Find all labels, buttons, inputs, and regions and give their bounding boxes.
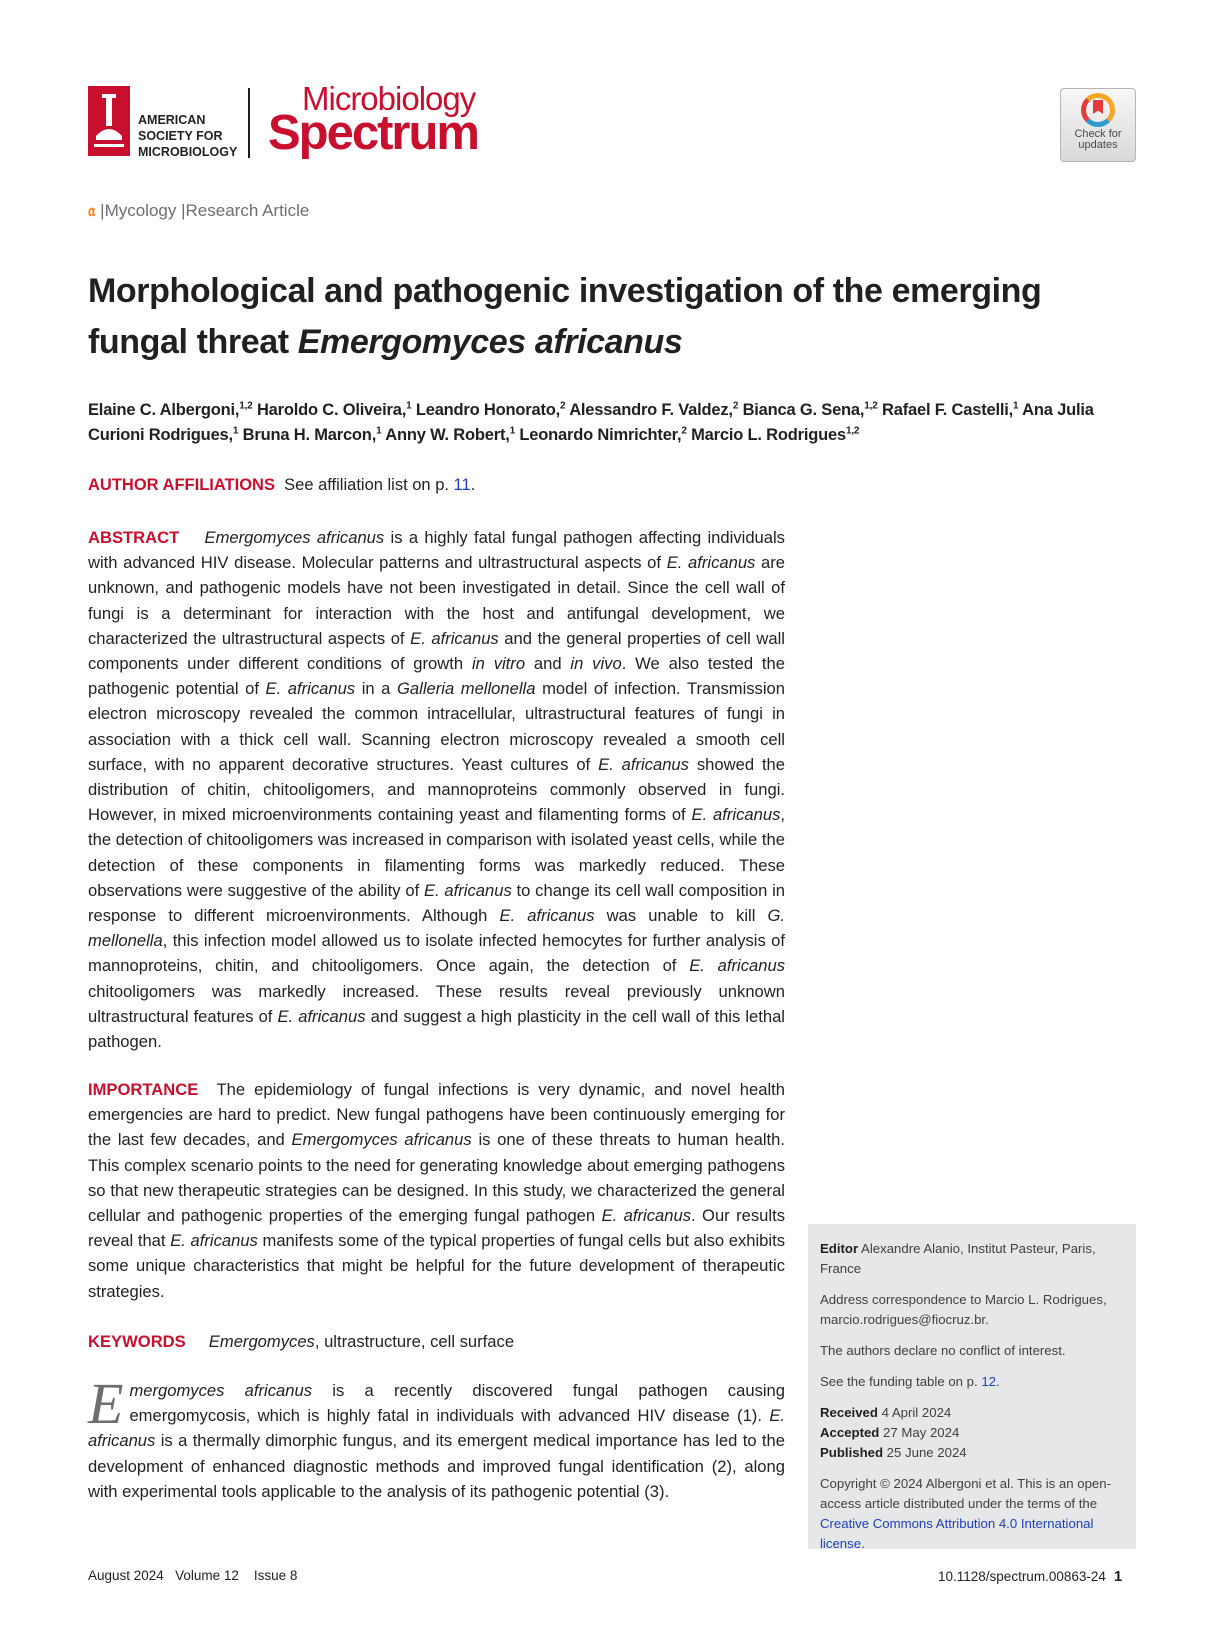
separator: | <box>181 201 186 220</box>
section-label[interactable]: Mycology <box>104 201 177 220</box>
article-dates <box>820 1403 1124 1463</box>
keywords: KEYWORDS Emergomyces, ultrastructure, cell surface <box>88 1332 515 1351</box>
author-list <box>88 398 1148 448</box>
article-info-sidebar <box>808 1224 1136 1549</box>
abstract-label: ABSTRACT <box>88 528 180 547</box>
society-name-line: SOCIETY FOR <box>138 129 223 143</box>
journal-name-line2: Spectrum <box>268 106 479 160</box>
check-updates-line: Check for <box>1074 128 1122 140</box>
affiliations-page-link[interactable]: 11 <box>453 476 471 494</box>
author[interactable]: Leandro Honorato,$^2$ <box>415 400 566 419</box>
page-number: 1 <box>1113 1568 1123 1585</box>
affiliations-label: AUTHOR AFFILIATIONS <box>88 476 275 494</box>
check-for-updates-button[interactable] <box>1060 88 1136 162</box>
author[interactable]: Anny W. Robert,$^1$ <box>385 425 516 444</box>
author[interactable]: Haroldo C. Oliveira,$^1$ <box>256 400 412 419</box>
author[interactable]: Ana Julia Curioni Rodrigues,$^1$ <box>88 401 1094 444</box>
received-date: Received 4 April 2024 <box>820 1405 952 1420</box>
author[interactable]: Bianca G. Sena,$^{1,2}$ <box>742 400 878 419</box>
abstract-paragraph: ABSTRACT Emergomyces africanus is a highly fatal fungal pathogen affecting individuals with advanced HIV disease. Molecular patterns and ultrastructural aspects of E. africanus are unknown, and pathogenic models have not been investigated in detail. Since the cell wall of fungi is a determinant for interaction with the host and antifungal development, we characterized the ultrastructural aspects of E. africanus and the general properties of cell wall components under different conditions of growth in vitro and in vivo. We also tested the pathogenic potential of E. africanus in a Galleria mellonella model of infection. Transmission electron microscopy revealed the common intracellular, ultrastructural features of fungi in association with a thick cell wall. Scanning electron microscopy revealed a smooth cell surface, with no apparent decorative structures. Yeast cultures of E. africanus showed the distribution of chitin, chitooligomers, and mannoproteins commonly observed in fungi. However, in mixed microenvironments containing yeast and filamenting forms of E. africanus, the detection of chitooligomers was increased in comparison with isolated yeast cells, while the detection of these components in filamenting forms was markedly reduced. These observations were suggestive of the ability of E. africanus to change its cell wall composition in response to different microenvironments. Although E. africanus was unable to kill G. mellonella, this infection model allowed us to isolate infected hemocytes for further analysis of mannoproteins, chitin, and chitooligomers. Once again, the detection of E. africanus chitooligomers was markedly increased. These results reveal previously unknown ultrastructural features of E. africanus and suggest a high plasticity in the cell wall of this lethal pathogen. <box>88 528 786 1052</box>
article-category <box>88 201 309 221</box>
funding-info: See the funding table on p. 12. <box>820 1374 1000 1389</box>
copyright-info: Copyright © 2024 Albergoni et al. This is an open-access article distributed under the terms of the Creative Commons Attribution 4.0 International license. <box>820 1476 1111 1551</box>
author-affiliations: AUTHOR AFFILIATIONS See affiliation list on p. 11. <box>88 476 476 494</box>
license-link[interactable]: Creative Commons Attribution 4.0 International license <box>820 1516 1094 1551</box>
asm-logo-icon <box>88 86 130 156</box>
check-updates-line: updates <box>1078 139 1118 151</box>
check-updates-label <box>1061 129 1135 151</box>
keywords-label: KEYWORDS <box>88 1332 186 1351</box>
accepted-date: Accepted 27 May 2024 <box>820 1425 960 1440</box>
footer-doi <box>938 1568 1122 1585</box>
author[interactable]: Alessandro F. Valdez,$^2$ <box>569 400 739 419</box>
author[interactable]: Marcio L. Rodrigues$^{1,2}$ <box>691 425 860 444</box>
logo-divider <box>248 88 250 158</box>
conflict-statement: The authors declare no conflict of interest. <box>820 1343 1066 1358</box>
footer-issue-info: August 2024 Volume 12 Issue 8 <box>88 1568 298 1583</box>
open-access-icon: 𝔞 <box>88 201 96 220</box>
doi-text[interactable]: 10.1128/spectrum.00863-24 <box>938 1569 1106 1584</box>
editor-info: Editor Alexandre Alanio, Institut Pasteur, Paris, France <box>820 1241 1096 1276</box>
bookmark-icon <box>1081 93 1115 127</box>
article-title <box>88 266 1128 368</box>
title-text: Morphological and pathogenic investigation of the emerging fungal threat <box>88 272 1042 361</box>
author[interactable]: Leonardo Nimrichter,$^2$ <box>519 425 687 444</box>
society-name-line: AMERICAN <box>138 113 206 127</box>
funding-page-link[interactable]: 12 <box>981 1374 996 1389</box>
separator: | <box>100 201 105 220</box>
drop-cap: E <box>88 1371 124 1436</box>
society-name-line: MICROBIOLOGY <box>138 145 238 159</box>
published-date: Published 25 June 2024 <box>820 1445 967 1460</box>
author[interactable]: Bruna H. Marcon,$^1$ <box>242 425 382 444</box>
author[interactable]: Rafael F. Castelli,$^1$ <box>882 400 1019 419</box>
author[interactable]: Elaine C. Albergoni,$^{1,2}$ <box>88 400 253 419</box>
affiliations-text: See affiliation list on p. <box>284 476 454 494</box>
article-type-label: Research Article <box>185 201 310 220</box>
correspondence-info: Address correspondence to Marcio L. Rodrigues, marcio.rodrigues@fiocruz.br. <box>820 1292 1107 1327</box>
intro-paragraph: Emergomyces africanus is a recently discovered fungal pathogen causing emergomycosis, which is highly fatal in individuals with advanced HIV disease (1). E. africanus is a thermally dimorphic fungus, and its emergent medical importance has led to the development of enhanced diagnostic methods and improved fungal identification (2), along with experimental tools applicable to the analysis of its pathogenic potential (3). <box>88 1371 786 1501</box>
title-italic: Emergomyces africanus <box>297 323 683 361</box>
society-name <box>138 112 237 160</box>
importance-label: IMPORTANCE <box>88 1080 199 1099</box>
journal-name-line1: Microbiology <box>302 80 476 117</box>
importance-paragraph: IMPORTANCE The epidemiology of fungal infections is very dynamic, and novel health emergencies are hard to predict. New fungal pathogens have been continuously emerging for the last few decades, and Emergomyces africanus is one of these threats to human health. This complex scenario points to the need for generating knowledge about emerging pathogens so that new therapeutic strategies can be designed. In this study, we characterized the general cellular and pathogenic properties of the emerging fungal pathogen E. africanus. Our results reveal that E. africanus manifests some of the typical properties of fungal cells but also exhibits some unique characteristics that might be helpful for the future development of therapeutic strategies. <box>88 1080 786 1301</box>
